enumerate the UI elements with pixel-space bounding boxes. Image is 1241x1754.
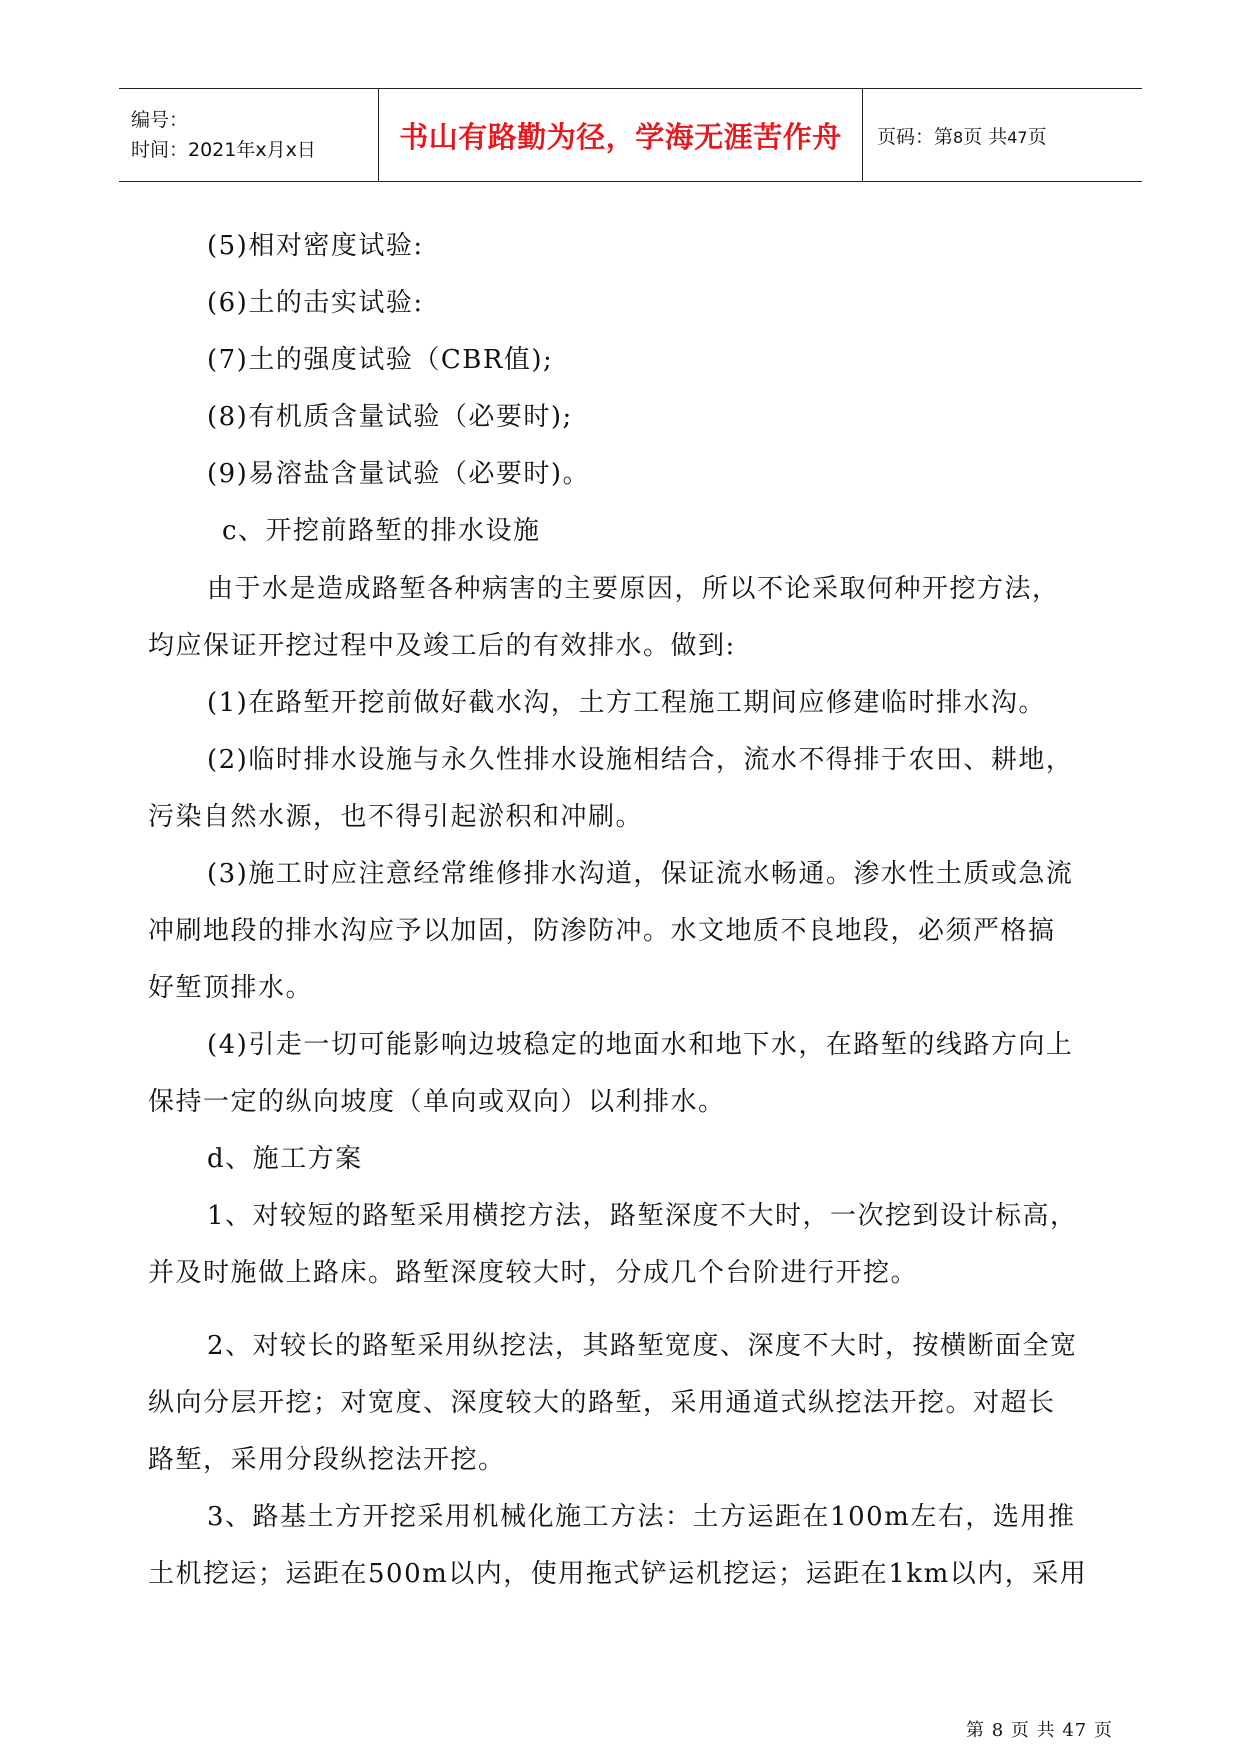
page-total: 47 (1007, 127, 1028, 147)
page-footer: 第 8 页 共 47 页 (966, 1720, 1113, 1741)
body-line: (2)临时排水设施与永久性排水设施相结合，流水不得排于农田、耕地， (207, 745, 1074, 775)
body-line: 好堑顶排水。 (148, 973, 314, 1003)
page-middle: 页 共 (963, 125, 1008, 148)
header-page-info (863, 89, 1142, 181)
section-heading: c、开挖前路堑的排水设施 (222, 516, 541, 546)
body-line: 路堑，采用分段纵挖法开挖。 (148, 1445, 506, 1475)
page-current: 8 (953, 127, 964, 147)
document-number-label: 编号： (131, 109, 189, 131)
body-line: (6)土的击实试验: (207, 288, 424, 318)
body-line: (8)有机质含量试验（必要时); (207, 402, 573, 432)
section-heading: d、施工方案 (207, 1144, 363, 1174)
header-meta (119, 89, 379, 181)
body-line: (1)在路堑开挖前做好截水沟，土方工程施工期间应修建临时排水沟。 (207, 688, 1046, 718)
header-motto (379, 89, 863, 181)
page-suffix: 页 (1027, 125, 1047, 148)
body-line: 保持一定的纵向坡度（单向或双向）以利排水。 (148, 1087, 726, 1117)
body-line: 2、对较长的路堑采用纵挖法，其路堑宽度、深度不大时，按横断面全宽 (207, 1331, 1078, 1361)
body-line: 土机挖运；运距在500m以内，使用拖式铲运机挖运；运距在1km以内，采用 (148, 1559, 1088, 1589)
body-line: 1、对较短的路堑采用横挖方法，路堑深度不大时，一次挖到设计标高， (207, 1201, 1078, 1231)
body-line: 均应保证开挖过程中及竣工后的有效排水。做到: (148, 631, 736, 661)
body-line: (4)引走一切可能影响边坡稳定的地面水和地下水，在路堑的线路方向上 (207, 1030, 1074, 1060)
body-line: 并及时施做上路床。路堑深度较大时，分成几个台阶进行开挖。 (148, 1258, 919, 1288)
body-line: 冲刷地段的排水沟应予以加固，防渗防冲。水文地质不良地段，必须严格搞 (148, 916, 1056, 946)
motto-text: 书山有路勤为径，学海无涯苦作舟 (399, 119, 842, 154)
page-header (119, 88, 1142, 182)
body-line: (9)易溶盐含量试验（必要时)。 (207, 459, 590, 489)
body-line: (5)相对密度试验: (207, 231, 424, 261)
page-prefix: 页码：第 (877, 125, 954, 148)
body-line: 由于水是造成路堑各种病害的主要原因，所以不论采取何种开挖方法， (207, 574, 1060, 604)
body-line: 纵向分层开挖；对宽度、深度较大的路堑，采用通道式纵挖法开挖。对超长 (148, 1388, 1056, 1418)
body-line: 污染自然水源，也不得引起淤积和冲刷。 (148, 802, 644, 832)
body-line: (7)土的强度试验（CBR值); (207, 345, 554, 375)
body-line: 3、路基土方开挖采用机械化施工方法：土方运距在100m左右，选用推 (207, 1502, 1076, 1532)
document-time-label: 时间：2021年x月x日 (131, 139, 316, 161)
page-indicator (877, 122, 1142, 149)
body-line: (3)施工时应注意经常维修排水沟道，保证流水畅通。渗水性土质或急流 (207, 859, 1074, 889)
